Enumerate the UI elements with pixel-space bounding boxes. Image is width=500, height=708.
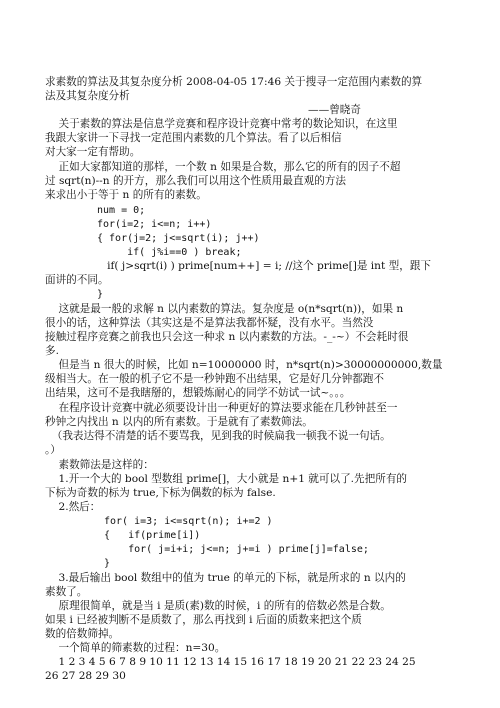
paragraph-line: 多. — [45, 345, 59, 357]
paragraph-line: 。） — [45, 444, 61, 456]
paragraph-line: 级相当大。在一般的机子它不是一秒钟跑不出结果，它是好几分钟都跑不 — [45, 373, 384, 385]
title-line-2: 法及其复杂度分析 — [45, 90, 130, 102]
code-line: for( i=3; i<=sqrt(n); i+=2 ) — [104, 516, 273, 527]
paragraph-line: 下标为奇数的标为 true,下标为偶数的标为 false. — [45, 487, 276, 499]
paragraph-line: 如果 i 已经被判断不是质数了，那么再找到 i 后面的质数来把这个质 — [45, 614, 362, 626]
paragraph-line: 数的倍数筛掉。 — [45, 628, 120, 640]
title-line-1: 求素数的算法及其复杂度分析 2008-04-05 17:46 关于搜寻一定范围内素数的算 — [45, 76, 423, 88]
paragraph-line: 素数了。 — [45, 586, 88, 598]
code-line: if( j%i==0 ) break; — [97, 247, 242, 258]
code-line: } — [97, 289, 104, 300]
paragraph-line: 面讲的不同。 — [45, 274, 109, 286]
code-line: { if(prime[i]) — [104, 530, 201, 541]
code-line: } — [104, 558, 111, 569]
code-line: if( j>sqrt(i) ) prime[num++] = i; //这个 prime[]是 int 型，跟下 — [97, 260, 432, 272]
paragraph-line: 正如大家都知道的那样，一个数 n 如果是合数，那么它的所有的因子不超 — [45, 161, 401, 173]
paragraph-line: 很小的话，这种算法（其实这是不是算法我都怀疑，没有水平。当然没 — [45, 317, 374, 329]
paragraph-line: 在程序设计竞赛中就必须要设计出一种更好的算法要求能在几秒钟甚至一 — [45, 402, 398, 414]
paragraph-line: （我表达得不清楚的话不要骂我，见到我的时候扁我一顿我不说一句话。 — [45, 430, 391, 442]
paragraph-line: 原理很简单，就是当 i 是质(素)数的时候，i 的所有的倍数必然是合数。 — [45, 600, 391, 612]
paragraph-line: 1.开一个大的 bool 型数组 prime[]，大小就是 n+1 就可以了.先把所有的 — [45, 473, 408, 485]
paragraph-line: 秒钟之内找出 n 以内的所有素数。于是就有了素数筛法。 — [45, 416, 313, 428]
code-line: for(i=2; i<=n; i++) — [97, 219, 212, 230]
code-line: { for(j=2; j<=sqrt(i); j++) — [97, 233, 260, 244]
paragraph-line: 3.最后输出 bool 数组中的值为 true 的单元的下标，就是所求的 n 以内的 — [45, 572, 406, 584]
paragraph-line: 接触过程序竞赛之前我也只会这一种求 n 以内素数的方法。-_-~）不会耗时很 — [45, 331, 409, 343]
paragraph-line: 素数筛法是这样的： — [45, 459, 154, 471]
paragraph-line: 2.然后： — [45, 501, 101, 513]
paragraph-line: 关于素数的算法是信息学竞赛和程序设计竞赛中常考的数论知识，在这里 — [45, 118, 398, 130]
code-line: num = 0; — [97, 205, 146, 216]
paragraph-line: 来求出小于等于 n 的所有的素数。 — [45, 189, 207, 201]
paragraph-line: 一个简单的筛素数的过程：n=30。 — [45, 642, 226, 654]
code-line: for( j=i+i; j<=n; j+=i ) prime[j]=false; — [104, 544, 369, 555]
paragraph-line: 过 sqrt(n)--n 的开方，那么我们可以用这个性质用最直观的方法 — [45, 175, 346, 187]
author-line: ——曾晓奇 — [308, 104, 361, 116]
paragraph-line: 出结果，这可不是我瞎掰的，想锻炼耐心的同学不妨试一试~。。。 — [45, 387, 351, 399]
paragraph-line: 26 27 28 29 30 — [45, 670, 126, 682]
paragraph-line: 但是当 n 很大的时候，比如 n=10000000 时，n*sqrt(n)>30000000000,数量 — [45, 359, 443, 371]
paragraph-line: 对大家一定有帮助。 — [45, 146, 141, 158]
paragraph-line: 我跟大家讲一下寻找一定范围内素数的几个算法。看了以后相信 — [45, 132, 342, 144]
paragraph-line: 1 2 3 4 5 6 7 8 9 10 11 12 13 14 15 16 17 18 19 20 21 22 23 24 25 — [45, 656, 416, 668]
paragraph-line: 这就是最一般的求解 n 以内素数的算法。复杂度是 o(n*sqrt(n))，如果 n — [45, 303, 404, 315]
